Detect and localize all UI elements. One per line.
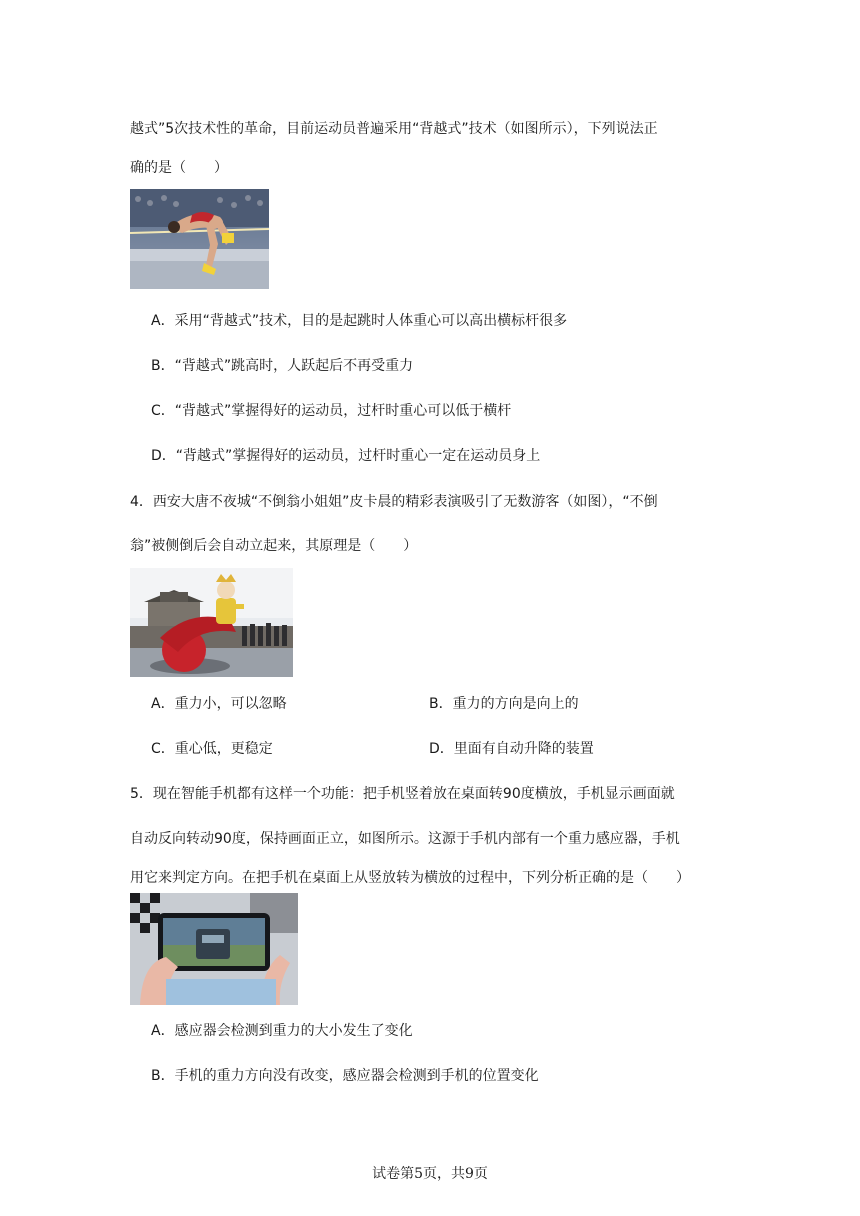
q5-stem-line2: 自动反向转动90度，保持画面正立，如图所示。这源于手机内部有一个重力感应器，手机	[130, 831, 680, 847]
tumbler-performer-photo	[130, 568, 293, 677]
q3-stem-line2: 确的是（ ）	[130, 160, 228, 176]
q4-stem-line2: 翁”被侧倒后会自动立起来，其原理是（ ）	[130, 538, 418, 554]
q4-option-a: A．重力小，可以忽略	[151, 696, 287, 712]
high-jump-photo	[130, 189, 269, 289]
q4-stem-line1: 4．西安大唐不夜城“不倒翁小姐姐”皮卡晨的精彩表演吸引了无数游客（如图），“不倒	[130, 494, 658, 510]
q5-option-b: B．手机的重力方向没有改变，感应器会检测到手机的位置变化	[151, 1068, 539, 1084]
q3-stem-line1: 越式”5次技术性的革命，目前运动员普遍采用“背越式”技术（如图所示），下列说法正	[130, 121, 658, 137]
phone-landscape-photo	[130, 893, 298, 1005]
q4-option-d: D．里面有自动升降的装置	[429, 741, 594, 757]
q5-option-a: A．感应器会检测到重力的大小发生了变化	[151, 1023, 413, 1039]
q3-option-d: D．“背越式”掌握得好的运动员，过杆时重心一定在运动员身上	[151, 448, 541, 464]
q4-option-c: C．重心低，更稳定	[151, 741, 273, 757]
q5-stem-line3: 用它来判定方向。在把手机在桌面上从竖放转为横放的过程中，下列分析正确的是（ ）	[130, 870, 690, 886]
q3-option-b: B．“背越式”跳高时，人跃起后不再受重力	[151, 358, 414, 374]
q5-stem-line1: 5．现在智能手机都有这样一个功能：把手机竖着放在桌面转90度横放，手机显示画面就	[130, 786, 675, 802]
page-footer: 试卷第5页，共9页	[372, 1166, 488, 1182]
q4-option-b: B．重力的方向是向上的	[429, 696, 579, 712]
q3-option-a: A．采用“背越式”技术，目的是起跳时人体重心可以高出横标杆很多	[151, 313, 568, 329]
q3-option-c: C．“背越式”掌握得好的运动员，过杆时重心可以低于横杆	[151, 403, 512, 419]
